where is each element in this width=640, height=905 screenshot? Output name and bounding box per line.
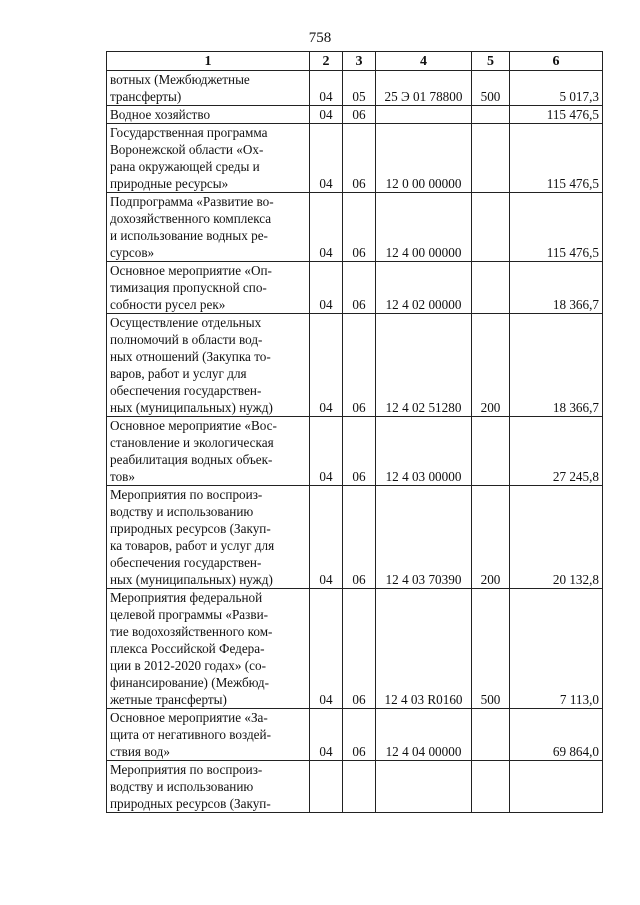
- row-subsection-code: 06: [343, 106, 376, 124]
- page-number: 758: [308, 30, 332, 46]
- row-subsection-code: 06: [343, 589, 376, 709]
- row-section-code: 04: [310, 589, 343, 709]
- column-header: 1: [107, 52, 310, 71]
- row-amount: 7 113,0: [510, 589, 603, 709]
- table-row: [107, 71, 603, 106]
- row-section-code: [310, 761, 343, 813]
- row-section-code: 04: [310, 262, 343, 314]
- row-name: Мероприятия по воспроиз- водству и использованию природных ресурсов (Закуп-: [107, 761, 310, 813]
- row-expense-type: [472, 761, 510, 813]
- row-name: Мероприятия по воспроиз- водству и использованию природных ресурсов (Закуп- ка товаров, работ и услуг для обеспечения государствен- ных (муниципальных) нужд): [107, 486, 310, 589]
- row-name: Государственная программа Воронежской области «Ох- рана окружающей среды и природные ресурсы»: [107, 124, 310, 193]
- row-section-code: 04: [310, 486, 343, 589]
- row-amount: 115 476,5: [510, 124, 603, 193]
- row-target-article: 12 4 02 00000: [376, 262, 472, 314]
- budget-table: [106, 51, 603, 813]
- column-header: 6: [510, 52, 603, 71]
- table-row: [107, 124, 603, 193]
- row-subsection-code: 06: [343, 486, 376, 589]
- row-expense-type: 500: [472, 589, 510, 709]
- row-section-code: 04: [310, 314, 343, 417]
- row-target-article: 12 4 02 51280: [376, 314, 472, 417]
- row-name: Осуществление отдельных полномочий в области вод- ных отношений (Закупка то- варов, работ и услуг для обеспечения государствен- ных (муниципальных) нужд): [107, 314, 310, 417]
- column-header: 2: [310, 52, 343, 71]
- row-expense-type: [472, 106, 510, 124]
- table-row: [107, 417, 603, 486]
- row-target-article: 12 4 00 00000: [376, 193, 472, 262]
- row-amount: 115 476,5: [510, 106, 603, 124]
- row-expense-type: 200: [472, 486, 510, 589]
- row-subsection-code: 06: [343, 262, 376, 314]
- row-amount: [510, 761, 603, 813]
- row-amount: 5 017,3: [510, 71, 603, 106]
- row-target-article: 12 0 00 00000: [376, 124, 472, 193]
- row-name: Подпрограмма «Развитие во- дохозяйственного комплекса и использование водных ре- сурсов»: [107, 193, 310, 262]
- row-name: Основное мероприятие «Вос- становление и экологическая реабилитация водных объек- тов»: [107, 417, 310, 486]
- row-subsection-code: 06: [343, 709, 376, 761]
- table-row: [107, 589, 603, 709]
- column-header: 5: [472, 52, 510, 71]
- row-name: Основное мероприятие «За- щита от негативного воздей- ствия вод»: [107, 709, 310, 761]
- row-target-article: 12 4 04 00000: [376, 709, 472, 761]
- row-expense-type: [472, 262, 510, 314]
- row-subsection-code: 06: [343, 417, 376, 486]
- row-subsection-code: 06: [343, 314, 376, 417]
- column-header: 3: [343, 52, 376, 71]
- row-target-article: 25 Э 01 78800: [376, 71, 472, 106]
- row-target-article: [376, 761, 472, 813]
- row-expense-type: [472, 417, 510, 486]
- table-row: [107, 262, 603, 314]
- table-row: [107, 314, 603, 417]
- row-name: Водное хозяйство: [107, 106, 310, 124]
- row-section-code: 04: [310, 124, 343, 193]
- row-expense-type: [472, 124, 510, 193]
- row-name: вотных (Межбюджетные трансферты): [107, 71, 310, 106]
- table-row: [107, 106, 603, 124]
- row-name: Основное мероприятие «Оп- тимизация пропускной спо- собности русел рек»: [107, 262, 310, 314]
- table-row: [107, 761, 603, 813]
- row-subsection-code: 06: [343, 193, 376, 262]
- row-section-code: 04: [310, 106, 343, 124]
- row-amount: 115 476,5: [510, 193, 603, 262]
- header-row: [107, 52, 603, 71]
- row-expense-type: 500: [472, 71, 510, 106]
- row-name: Мероприятия федеральной целевой программы «Разви- тие водохозяйственного ком- плекса Российской Федера- ции в 2012-2020 годах» (со- финансирование) (Межбюд- жетные трансферты): [107, 589, 310, 709]
- row-section-code: 04: [310, 417, 343, 486]
- row-amount: 18 366,7: [510, 314, 603, 417]
- table-row: [107, 193, 603, 262]
- row-expense-type: [472, 709, 510, 761]
- row-amount: 20 132,8: [510, 486, 603, 589]
- row-expense-type: 200: [472, 314, 510, 417]
- row-subsection-code: [343, 761, 376, 813]
- row-section-code: 04: [310, 193, 343, 262]
- row-section-code: 04: [310, 71, 343, 106]
- table-row: [107, 486, 603, 589]
- row-target-article: 12 4 03 00000: [376, 417, 472, 486]
- row-amount: 27 245,8: [510, 417, 603, 486]
- row-amount: 69 864,0: [510, 709, 603, 761]
- row-target-article: 12 4 03 R0160: [376, 589, 472, 709]
- table-row: [107, 709, 603, 761]
- row-section-code: 04: [310, 709, 343, 761]
- column-header: 4: [376, 52, 472, 71]
- row-subsection-code: 06: [343, 124, 376, 193]
- row-amount: 18 366,7: [510, 262, 603, 314]
- row-target-article: [376, 106, 472, 124]
- row-expense-type: [472, 193, 510, 262]
- row-target-article: 12 4 03 70390: [376, 486, 472, 589]
- row-subsection-code: 05: [343, 71, 376, 106]
